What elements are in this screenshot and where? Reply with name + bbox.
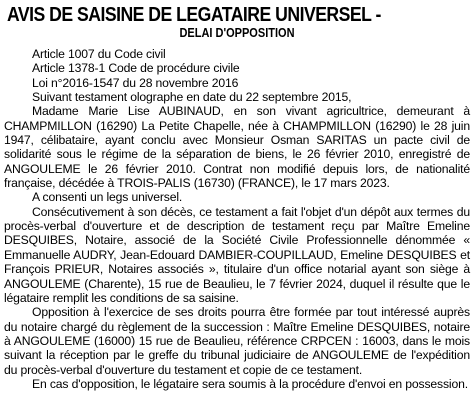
deposit-paragraph: Consécutivement à son décès, ce testament a fait l'objet d'un dépôt aux termes du procès-verbal d'ouverture et de description de testament reçu par Maître Emeline DESQUIBES, Notaire, associé de la Société Civile Professionnelle dénommée « Emmanuelle AUDRY, Jean-Edouard DAMBIER-COUPILLAUD, Emeline DESQUIBES et François PRIEUR, Notaires associés », titulaire d'un office notarial ayant son siège à ANGOULEME (Charente), 15 rue de Beaulieu, le 7 février 2024, duquel il résulte que le légataire remplit les conditions de sa saisine. — [4, 204, 470, 305]
legal-reference-law: Loi n°2016-1547 du 28 novembre 2016 — [32, 75, 239, 90]
notice-title: AVIS DE SAISINE DE LEGATAIRE UNIVERSEL - — [7, 3, 381, 26]
possession-paragraph: En cas d'opposition, le légataire sera soumis à la procédure d'envoi en possession. — [32, 376, 468, 391]
legacy-paragraph: A consenti un legs universel. — [32, 190, 183, 205]
notice-body — [4, 47, 470, 391]
testament-date-paragraph: Suivant testament olographe en date du 22 septembre 2015, — [32, 90, 352, 105]
opposition-paragraph: Opposition à l'exercice de ses droits pourra être formée par tout intéressé auprès du notaire chargé du règlement de la succession : Maître Emeline DESQUIBES, notaire à ANGOULEME (16000) 15 rue de Beaulieu, référence CRPCEN : 16003, dans le mois suivant la réception par le greffe du tribunal judiciaire de ANGOULEME de l'expédition du procès-verbal d'ouverture du testament et copie de ce testament. — [4, 305, 470, 377]
legal-notice — [4, 3, 470, 391]
notice-subtitle: DELAI D'OPPOSITION — [179, 26, 295, 40]
legal-reference-procedure-code: Article 1378-1 Code de procédure civile — [32, 61, 240, 76]
testator-paragraph: Madame Marie Lise AUBINAUD, en son vivant agricultrice, demeurant à CHAMPMILLON (16290) La Petite Chapelle, née à CHAMPMILLON (16290) le 28 juin 1947, célibataire, ayant conclu avec Monsieur Osman SARITAS un pacte civil de solidarité sous le régime de la séparation de biens, le 26 février 2010, enregistré de ANGOULEME le 26 février 2010. Contrat non modifié depuis lors, de nationalité française, décédée à TROIS-PALIS (16730) (FRANCE), le 17 mars 2023. — [4, 104, 470, 191]
legal-reference-civil-code: Article 1007 du Code civil — [32, 47, 166, 61]
